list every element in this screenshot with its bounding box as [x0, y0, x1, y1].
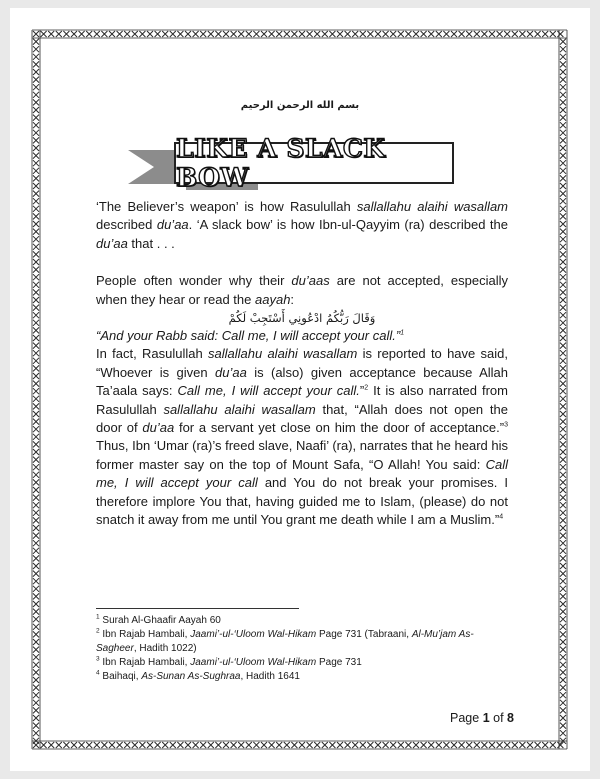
article-body [96, 198, 508, 530]
footnote-1: $^1$ Surah Al-Ghaafir Aayah 60 [96, 613, 221, 626]
footnote-ref: 2 [364, 384, 369, 392]
footnote-ref: 3 [504, 421, 508, 429]
footnote-4: $^4$ Baihaqi, As-Sunan As-Sughraa, Hadith 1641 [96, 669, 300, 682]
intro-paragraph: ‘The Believer’s weapon’ is how Rasulullah sallallahu alaihi wasallam described du’aa. ‘A slack bow’ is how Ibn-ul-Qayyim (ra) described the du’aa that . . . [96, 199, 508, 251]
document-page [10, 8, 590, 771]
title-box [174, 134, 454, 192]
footnote-2: $^2$ Ibn Rajab Hambali, Jaami’-ul-‘Uloom Wal-Hikam Page 731 (Tabraani, Al-Mu’jam As-Sagheer, Hadith 1022) [96, 627, 474, 654]
footnote-ref-1: 1 [400, 329, 405, 337]
footnote-separator [96, 608, 299, 609]
footnotes [96, 614, 506, 684]
hadith-paragraph: In fact, Rasulullah sallallahu alaihi wasallam is reported to have said, “Whoever is given du’aa is (also) given acceptance because Allah Ta’aala says: Call me, I will accept your call.”$^2$ It is also narrated from Rasulullah sallallahu alaihi wasallam that, “Allah does not open the door of du’aa for a servant yet close on him the door of acceptance.”$^3$ Thus, Ibn ‘Umar (ra)’s freed slave, Naafi’ (ra), narrates that he heard his former master say on the top of Mount Safa, “O Allah! You said: Call me, I will accept your call and You do not break your promises. I therefore implore You that, having guided me to Islam, (please) do not snatch it away from me until You grant me death while I am a Muslim.”$^4$ [96, 346, 508, 528]
footnote-ref: 4 [499, 513, 504, 521]
question-paragraph: People often wonder why their du’aas are not accepted, especially when they hear or read the aayah: [96, 273, 508, 307]
bismillah-heading: بسم الله الرحمن الرحيم [240, 100, 360, 111]
page-title: LIKE A SLACK BOW [176, 134, 386, 192]
page-number: Page 1 of 8 [450, 711, 514, 725]
title-banner [128, 134, 460, 192]
footnote-3: $^3$ Ibn Rajab Hambali, Jaami’-ul-‘Uloom Wal-Hikam Page 731 [96, 655, 362, 668]
verse-translation: “And your Rabb said: Call me, I will accept your call.”$^1$ [96, 328, 405, 344]
arabic-verse: وَقَالَ رَبُّكُمُ ادْعُونِي أَسْتَجِبْ لَكُمْ [228, 311, 376, 326]
